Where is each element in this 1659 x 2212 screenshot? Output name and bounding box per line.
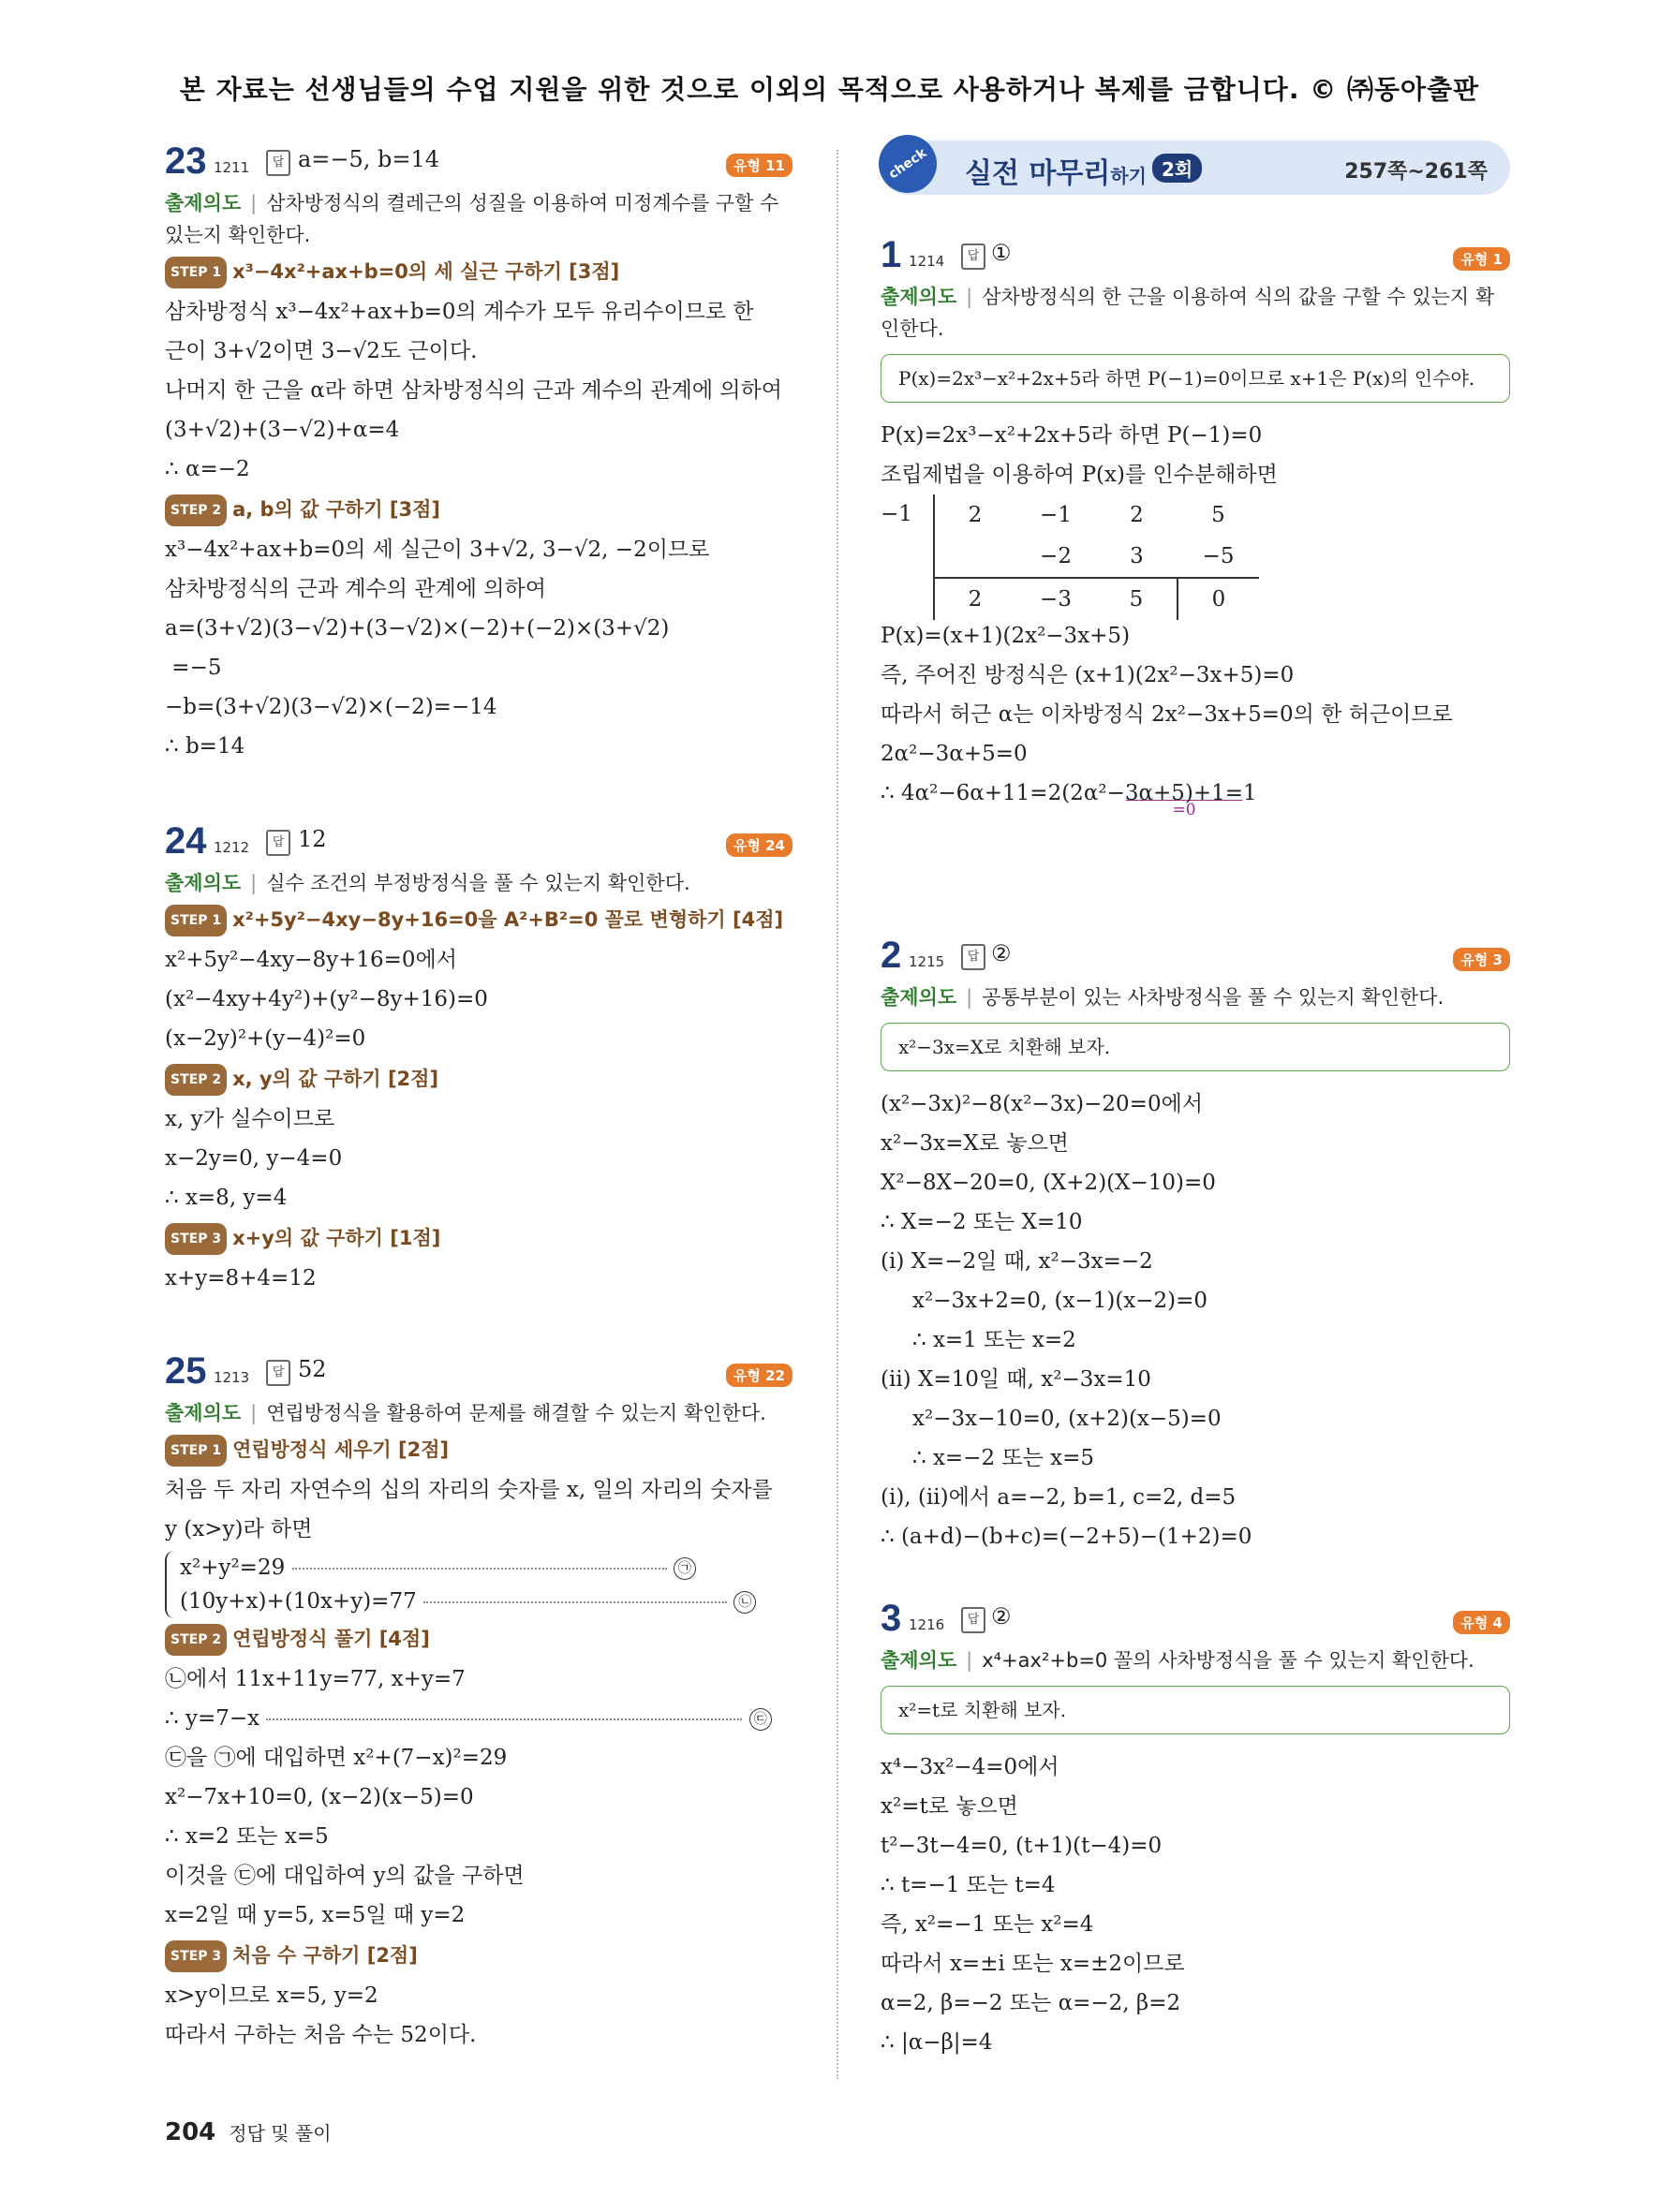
solution-line: x, y가 실수이므로 <box>165 1107 335 1131</box>
solution-line: (ii) X=10일 때, x²−3x=10 <box>881 1367 1151 1392</box>
copyright-notice: 본 자료는 선생님들의 수업 지원을 위한 것으로 이외의 목적으로 사용하거나 복제를 금합니다. © ㈜동아출판 <box>179 74 1480 105</box>
answer-icon: 답 <box>266 830 290 856</box>
problem-24 <box>165 820 792 1298</box>
solution-line: x>y이므로 x=5, y=2 <box>165 1983 378 2008</box>
page-range: 257쪽~261쪽 <box>1344 160 1488 184</box>
solution-line: x²−3x−10=0, (x+2)(x−5)=0 <box>912 1407 1222 1431</box>
solution-line: x²=t로 놓으면 <box>881 1794 1018 1819</box>
step-heading: STEP 2 연립방정식 풀기 [4점] <box>165 1624 792 1656</box>
solution-line: ∴ α=−2 <box>165 457 250 481</box>
intent: 출제의도 | 공통부분이 있는 사차방정식을 풀 수 있는지 확인한다. <box>881 986 1444 1009</box>
solution-line: X²−8X−20=0, (X+2)(X−10)=0 <box>881 1171 1216 1195</box>
problem-code: 1216 <box>909 1616 945 1633</box>
synth-root: −1 <box>881 502 912 526</box>
synthetic-division: −1 2 −1 2 5 −2 3 −5 2 −3 5 0 <box>881 494 1510 616</box>
hint-box: x²=t로 치환해 보자. <box>881 1686 1510 1734</box>
problem-number: 25 <box>165 1350 207 1392</box>
answer-value: 52 <box>298 1356 327 1382</box>
solution-line: ∴ x=8, y=4 <box>165 1186 288 1210</box>
solution-line: ㉢을 ㉠에 대입하면 x²+(7−x)²=29 <box>165 1746 508 1770</box>
solution-line: x²−7x+10=0, (x−2)(x−5)=0 <box>165 1785 474 1809</box>
solution-line: ∴ t=−1 또는 t=4 <box>881 1873 1056 1897</box>
solution-line: (x−2y)²+(y−4)²=0 <box>165 1026 366 1051</box>
solution-line: x+y=8+4=12 <box>165 1266 317 1290</box>
solution-line: =−5 <box>165 656 222 680</box>
answer-icon: 답 <box>961 243 985 270</box>
solution-line: x−2y=0, y−4=0 <box>165 1146 343 1171</box>
solution-line: −b=(3+√2)(3−√2)×(−2)=−14 <box>165 695 497 719</box>
solution-line: x²+5y²−4xy−8y+16=0에서 <box>165 948 457 972</box>
problem-number: 2 <box>881 935 902 976</box>
problem-25 <box>165 1350 792 2055</box>
answer-icon: 답 <box>961 1607 985 1633</box>
type-badge: 유형 4 <box>1453 1611 1510 1634</box>
solution-line: ㉡에서 11x+11y=77, x+y=7 <box>165 1667 466 1691</box>
answer-value: 12 <box>298 826 327 852</box>
page-number: 204 <box>165 2118 216 2146</box>
check-badge: check <box>867 124 948 204</box>
solution-line: 따라서 x=±i 또는 x=±2이므로 <box>881 1952 1185 1976</box>
solution-line: 즉, 주어진 방정식은 (x+1)(2x²−3x+5)=0 <box>881 663 1295 687</box>
problem-code: 1215 <box>909 953 945 970</box>
intent: 출제의도 | 연립방정식을 활용하여 문제를 해결할 수 있는지 확인한다. <box>165 1402 766 1424</box>
solution-line: ∴ |α−β|=4 <box>881 2030 993 2055</box>
solution-line: 즉, x²=−1 또는 x²=4 <box>881 1912 1094 1937</box>
solution-line: 삼차방정식의 근과 계수의 관계에 의하여 <box>165 577 546 601</box>
solution-line: 나머지 한 근을 α라 하면 삼차방정식의 근과 계수의 관계에 의하여 <box>165 378 782 403</box>
step-heading: STEP 1 x²+5y²−4xy−8y+16=0을 A²+B²=0 꼴로 변형하기 [4점] <box>165 905 792 936</box>
step-heading: STEP 1 연립방정식 세우기 [2점] <box>165 1435 792 1467</box>
answer-icon: 답 <box>266 150 290 176</box>
solution-line: ∴ b=14 <box>165 734 245 759</box>
solution-line: (3+√2)+(3−√2)+α=4 <box>165 418 400 442</box>
solution-line: (x²−4xy+4y²)+(y²−8y+16)=0 <box>165 987 488 1011</box>
solution-line: ∴ (a+d)−(b+c)=(−2+5)−(1+2)=0 <box>881 1525 1252 1549</box>
solution-line: a=(3+√2)(3−√2)+(3−√2)×(−2)+(−2)×(3+√2) <box>165 616 670 641</box>
solution-line: ∴ X=−2 또는 X=10 <box>881 1210 1083 1234</box>
intent: 출제의도 | 삼차방정식의 한 근을 이용하여 식의 값을 구할 수 있는지 확인한다. <box>881 286 1495 340</box>
equation-system: x²+y²=29 ㉠ (10y+x)+(10x+y)=77 ㉡ <box>165 1551 792 1618</box>
answer-value: ② <box>991 940 1012 966</box>
round-badge: 2회 <box>1152 154 1202 183</box>
problem-code: 1212 <box>214 839 250 856</box>
solution-line: x=2일 때 y=5, x=5일 때 y=2 <box>165 1903 466 1927</box>
section-banner <box>881 140 1510 195</box>
problem-23 <box>165 140 792 766</box>
problem-number: 3 <box>881 1598 902 1639</box>
step-heading: STEP 2 x, y의 값 구하기 [2점] <box>165 1064 792 1096</box>
solution-line: ∴ x=1 또는 x=2 <box>912 1328 1076 1352</box>
answer-value: ② <box>991 1603 1012 1630</box>
annotation: =0 <box>1126 800 1242 819</box>
type-badge: 유형 11 <box>726 154 792 177</box>
step-heading: STEP 2 a, b의 값 구하기 [3점] <box>165 494 792 526</box>
solution-line: 따라서 구하는 처음 수는 52이다. <box>165 2023 477 2047</box>
problem-number: 1 <box>881 234 902 275</box>
hint-box: P(x)=2x³−x²+2x+5라 하면 P(−1)=0이므로 x+1은 P(x)의 인수야. <box>881 354 1510 403</box>
type-badge: 유형 22 <box>726 1364 792 1387</box>
problem-number: 23 <box>165 140 207 182</box>
step-heading: STEP 1 x³−4x²+ax+b=0의 세 실근 구하기 [3점] <box>165 257 792 288</box>
intent: 출제의도 | 삼차방정식의 켤레근의 성질을 이용하여 미정계수를 구할 수 있는지 확인한다. <box>165 192 779 246</box>
solution-line: x⁴−3x²−4=0에서 <box>881 1755 1059 1779</box>
solution-line: x³−4x²+ax+b=0의 세 실근이 3+√2, 3−√2, −2이므로 <box>165 538 710 562</box>
type-badge: 유형 24 <box>726 833 792 857</box>
solution-line: x²−3x=X로 놓으면 <box>881 1131 1069 1156</box>
solution-line: 2α²−3α+5=0 <box>881 742 1028 766</box>
footer-label: 정답 및 풀이 <box>229 2122 332 2145</box>
answer-icon: 답 <box>961 944 985 970</box>
page-footer <box>165 2118 332 2146</box>
solution-line: 조립제법을 이용하여 P(x)를 인수분해하면 <box>881 463 1278 487</box>
problem-1 <box>881 234 1510 819</box>
problem-code: 1211 <box>214 159 250 176</box>
problem-2 <box>881 935 1510 1556</box>
solution-line: t²−3t−4=0, (t+1)(t−4)=0 <box>881 1834 1163 1858</box>
solution-line: 따라서 허근 α는 이차방정식 2x²−3x+5=0의 한 허근이므로 <box>881 702 1453 727</box>
solution-line: (i) X=−2일 때, x²−3x=−2 <box>881 1249 1153 1274</box>
column-divider <box>837 150 838 2079</box>
solution-line: ∴ x=−2 또는 x=5 <box>912 1446 1095 1470</box>
solution-line: ∴ 4α²−6α+11=2(2α²−3α+5)+1=1 <box>881 781 1257 805</box>
solution-line: ∴ x=2 또는 x=5 <box>165 1824 329 1849</box>
solution-line: α=2, β=−2 또는 α=−2, β=2 <box>881 1991 1181 2015</box>
hint-box: x²−3x=X로 치환해 보자. <box>881 1023 1510 1071</box>
solution-line: 근이 3+√2이면 3−√2도 근이다. <box>165 339 478 363</box>
step-heading: STEP 3 처음 수 구하기 [2점] <box>165 1940 792 1972</box>
solution-line: P(x)=(x+1)(2x²−3x+5) <box>881 624 1131 648</box>
solution-line: 처음 두 자리 자연수의 십의 자리의 숫자를 x, 일의 자리의 숫자를 <box>165 1478 773 1502</box>
answer-value: a=−5, b=14 <box>298 146 440 172</box>
problem-code: 1213 <box>214 1369 250 1386</box>
section-title: 실전 마무리하기 <box>965 157 1147 190</box>
step-heading: STEP 3 x+y의 값 구하기 [1점] <box>165 1223 792 1255</box>
type-badge: 유형 3 <box>1453 948 1510 971</box>
solution-line: 이것을 ㉢에 대입하여 y의 값을 구하면 <box>165 1864 525 1888</box>
problem-number: 24 <box>165 820 207 862</box>
solution-line: (i), (ii)에서 a=−2, b=1, c=2, d=5 <box>881 1485 1237 1510</box>
problem-3 <box>881 1598 1510 2062</box>
solution-line: ∴ y=7−x ㉢ <box>165 1699 792 1738</box>
answer-value: ① <box>991 240 1012 266</box>
solution-line: x²−3x+2=0, (x−1)(x−2)=0 <box>912 1289 1208 1313</box>
intent: 출제의도 | 실수 조건의 부정방정식을 풀 수 있는지 확인한다. <box>165 872 690 894</box>
solution-line: 삼차방정식 x³−4x²+ax+b=0의 계수가 모두 유리수이므로 한 <box>165 300 754 324</box>
solution-line: y (x>y)라 하면 <box>165 1517 313 1541</box>
problem-code: 1214 <box>909 253 945 270</box>
solution-line: P(x)=2x³−x²+2x+5라 하면 P(−1)=0 <box>881 423 1263 448</box>
solution-line: (x²−3x)²−8(x²−3x)−20=0에서 <box>881 1092 1204 1116</box>
answer-icon: 답 <box>266 1360 290 1386</box>
type-badge: 유형 1 <box>1453 247 1510 271</box>
intent: 출제의도 | x⁴+ax²+b=0 꼴의 사차방정식을 풀 수 있는지 확인한다. <box>881 1649 1474 1672</box>
